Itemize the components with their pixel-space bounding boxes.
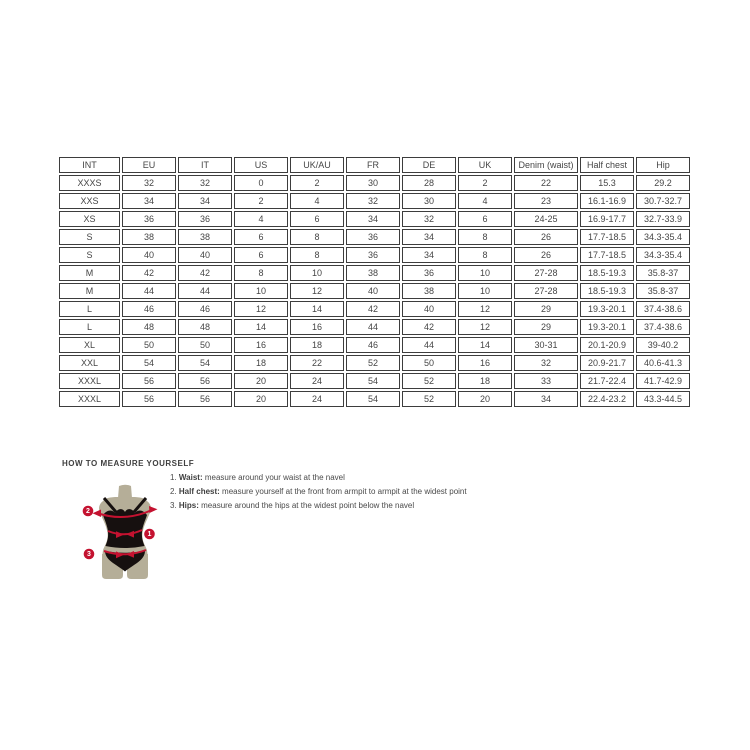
table-cell: XXXS bbox=[59, 175, 120, 191]
table-cell: 33 bbox=[514, 373, 578, 389]
table-cell: 29 bbox=[514, 319, 578, 335]
table-cell: 26 bbox=[514, 247, 578, 263]
table-cell: 15.3 bbox=[580, 175, 634, 191]
table-cell: 36 bbox=[402, 265, 456, 281]
mannequin-neck bbox=[118, 485, 132, 498]
table-cell: 32 bbox=[514, 355, 578, 371]
table-cell: 18 bbox=[458, 373, 512, 389]
table-cell: 56 bbox=[122, 391, 176, 407]
column-header: Hip bbox=[636, 157, 690, 173]
table-cell: 30-31 bbox=[514, 337, 578, 353]
table-cell: 40 bbox=[402, 301, 456, 317]
table-cell: 10 bbox=[458, 265, 512, 281]
table-cell: 20.1-20.9 bbox=[580, 337, 634, 353]
column-header: Half chest bbox=[580, 157, 634, 173]
table-cell: 39-40.2 bbox=[636, 337, 690, 353]
table-cell: 32 bbox=[122, 175, 176, 191]
table-cell: 56 bbox=[178, 391, 232, 407]
table-cell: 27-28 bbox=[514, 265, 578, 281]
table-row bbox=[59, 301, 690, 317]
table-cell: 52 bbox=[402, 373, 456, 389]
table-cell: 4 bbox=[290, 193, 344, 209]
column-header: INT bbox=[59, 157, 120, 173]
table-row bbox=[59, 337, 690, 353]
table-cell: 44 bbox=[178, 283, 232, 299]
table-cell: 24 bbox=[290, 373, 344, 389]
table-cell: L bbox=[59, 301, 120, 317]
table-cell: L bbox=[59, 319, 120, 335]
table-row bbox=[59, 265, 690, 281]
table-cell: 56 bbox=[178, 373, 232, 389]
table-cell: 54 bbox=[122, 355, 176, 371]
table-cell: 18.5-19.3 bbox=[580, 283, 634, 299]
table-cell: 12 bbox=[290, 283, 344, 299]
table-cell: 29.2 bbox=[636, 175, 690, 191]
table-cell: 32 bbox=[346, 193, 400, 209]
table-cell: S bbox=[59, 247, 120, 263]
table-cell: 22.4-23.2 bbox=[580, 391, 634, 407]
table-cell: XXS bbox=[59, 193, 120, 209]
chest-arrow-right bbox=[149, 506, 158, 513]
table-cell: 29 bbox=[514, 301, 578, 317]
table-cell: XXXL bbox=[59, 373, 120, 389]
table-cell: 6 bbox=[290, 211, 344, 227]
table-cell: 16 bbox=[234, 337, 288, 353]
table-cell: 46 bbox=[178, 301, 232, 317]
size-chart-table bbox=[57, 155, 692, 409]
table-row bbox=[59, 319, 690, 335]
table-cell: 12 bbox=[458, 319, 512, 335]
table-cell: 16.1-16.9 bbox=[580, 193, 634, 209]
table-row bbox=[59, 355, 690, 371]
table-cell: 20.9-21.7 bbox=[580, 355, 634, 371]
table-cell: 12 bbox=[458, 301, 512, 317]
table-cell: 8 bbox=[290, 229, 344, 245]
table-cell: 42 bbox=[402, 319, 456, 335]
table-cell: 14 bbox=[234, 319, 288, 335]
table-row bbox=[59, 247, 690, 263]
table-cell: 42 bbox=[122, 265, 176, 281]
table-cell: 26 bbox=[514, 229, 578, 245]
table-cell: 35.8-37 bbox=[636, 265, 690, 281]
table-cell: M bbox=[59, 265, 120, 281]
column-header: UK/AU bbox=[290, 157, 344, 173]
table-cell: 19.3-20.1 bbox=[580, 319, 634, 335]
table-cell: 38 bbox=[402, 283, 456, 299]
table-cell: 52 bbox=[402, 391, 456, 407]
table-cell: 6 bbox=[458, 211, 512, 227]
badge-2-number: 2 bbox=[86, 507, 90, 515]
table-row bbox=[59, 391, 690, 407]
table-cell: 40 bbox=[178, 247, 232, 263]
table-row bbox=[59, 229, 690, 245]
table-cell: 20 bbox=[234, 373, 288, 389]
table-cell: 44 bbox=[346, 319, 400, 335]
table-cell: 20 bbox=[234, 391, 288, 407]
table-cell: 35.8-37 bbox=[636, 283, 690, 299]
table-cell: 10 bbox=[290, 265, 344, 281]
table-cell: 54 bbox=[178, 355, 232, 371]
table-cell: 24-25 bbox=[514, 211, 578, 227]
table-cell: 16.9-17.7 bbox=[580, 211, 634, 227]
table-cell: 22 bbox=[290, 355, 344, 371]
measure-steps bbox=[170, 471, 467, 513]
table-cell: 2 bbox=[290, 175, 344, 191]
table-cell: 34 bbox=[178, 193, 232, 209]
table-cell: 34 bbox=[402, 247, 456, 263]
table-cell: 36 bbox=[346, 247, 400, 263]
table-cell: 48 bbox=[178, 319, 232, 335]
column-header: FR bbox=[346, 157, 400, 173]
table-cell: 10 bbox=[458, 283, 512, 299]
table-row bbox=[59, 211, 690, 227]
table-cell: 44 bbox=[402, 337, 456, 353]
measure-step: 1. Waist: measure around your waist at the navel bbox=[170, 473, 345, 482]
table-cell: 36 bbox=[122, 211, 176, 227]
table-cell: 37.4-38.6 bbox=[636, 301, 690, 317]
measure-step: 3. Hips: measure around the hips at the widest point below the navel bbox=[170, 501, 415, 510]
table-cell: 38 bbox=[178, 229, 232, 245]
table-cell: S bbox=[59, 229, 120, 245]
table-row bbox=[59, 193, 690, 209]
column-header: Denim (waist) bbox=[514, 157, 578, 173]
table-cell: 30 bbox=[346, 175, 400, 191]
table-cell: M bbox=[59, 283, 120, 299]
table-cell: 34 bbox=[514, 391, 578, 407]
table-cell: 30.7-32.7 bbox=[636, 193, 690, 209]
table-cell: 18 bbox=[234, 355, 288, 371]
column-header: EU bbox=[122, 157, 176, 173]
table-cell: 34.3-35.4 bbox=[636, 247, 690, 263]
table-cell: XXL bbox=[59, 355, 120, 371]
table-cell: 17.7-18.5 bbox=[580, 247, 634, 263]
table-row bbox=[59, 283, 690, 299]
table-cell: 12 bbox=[234, 301, 288, 317]
column-header: UK bbox=[458, 157, 512, 173]
table-cell: 36 bbox=[178, 211, 232, 227]
table-cell: 20 bbox=[458, 391, 512, 407]
table-cell: 24 bbox=[290, 391, 344, 407]
table-cell: 41.7-42.9 bbox=[636, 373, 690, 389]
table-cell: 38 bbox=[122, 229, 176, 245]
table-cell: 46 bbox=[346, 337, 400, 353]
size-chart-body bbox=[59, 175, 690, 407]
table-cell: 38 bbox=[346, 265, 400, 281]
table-cell: 14 bbox=[290, 301, 344, 317]
table-cell: 21.7-22.4 bbox=[580, 373, 634, 389]
table-cell: 32.7-33.9 bbox=[636, 211, 690, 227]
table-cell: 16 bbox=[458, 355, 512, 371]
table-cell: XL bbox=[59, 337, 120, 353]
badge-1-number: 1 bbox=[147, 530, 152, 538]
table-row bbox=[59, 175, 690, 191]
size-chart-header-row bbox=[59, 157, 690, 173]
table-cell: 2 bbox=[458, 175, 512, 191]
table-cell: 0 bbox=[234, 175, 288, 191]
table-cell: 34 bbox=[122, 193, 176, 209]
table-cell: 37.4-38.6 bbox=[636, 319, 690, 335]
column-header: DE bbox=[402, 157, 456, 173]
table-cell: 34 bbox=[346, 211, 400, 227]
table-cell: 44 bbox=[122, 283, 176, 299]
table-cell: 6 bbox=[234, 229, 288, 245]
table-cell: 32 bbox=[402, 211, 456, 227]
table-cell: XS bbox=[59, 211, 120, 227]
table-cell: 22 bbox=[514, 175, 578, 191]
table-cell: 6 bbox=[234, 247, 288, 263]
table-cell: 36 bbox=[346, 229, 400, 245]
table-cell: 54 bbox=[346, 373, 400, 389]
table-cell: 40 bbox=[122, 247, 176, 263]
table-cell: 43.3-44.5 bbox=[636, 391, 690, 407]
table-cell: 2 bbox=[234, 193, 288, 209]
column-header: IT bbox=[178, 157, 232, 173]
table-cell: 19.3-20.1 bbox=[580, 301, 634, 317]
table-cell: 16 bbox=[290, 319, 344, 335]
table-cell: 18 bbox=[290, 337, 344, 353]
table-cell: 28 bbox=[402, 175, 456, 191]
table-cell: 27-28 bbox=[514, 283, 578, 299]
table-cell: 40.6-41.3 bbox=[636, 355, 690, 371]
table-cell: 40 bbox=[346, 283, 400, 299]
column-header: US bbox=[234, 157, 288, 173]
measure-heading: HOW TO MEASURE YOURSELF bbox=[62, 459, 195, 468]
chest-arrow-left bbox=[93, 510, 102, 518]
badge-3-number: 3 bbox=[87, 550, 91, 558]
mannequin-figure bbox=[99, 485, 151, 579]
table-cell: 34.3-35.4 bbox=[636, 229, 690, 245]
table-cell: 10 bbox=[234, 283, 288, 299]
table-cell: XXXL bbox=[59, 391, 120, 407]
table-cell: 50 bbox=[178, 337, 232, 353]
table-cell: 23 bbox=[514, 193, 578, 209]
table-cell: 17.7-18.5 bbox=[580, 229, 634, 245]
table-cell: 52 bbox=[346, 355, 400, 371]
table-cell: 50 bbox=[122, 337, 176, 353]
table-cell: 14 bbox=[458, 337, 512, 353]
table-cell: 42 bbox=[178, 265, 232, 281]
table-cell: 4 bbox=[234, 211, 288, 227]
table-cell: 8 bbox=[234, 265, 288, 281]
measure-step: 2. Half chest: measure yourself at the front from armpit to armpit at the widest point bbox=[170, 487, 467, 496]
table-cell: 56 bbox=[122, 373, 176, 389]
table-cell: 34 bbox=[402, 229, 456, 245]
table-cell: 50 bbox=[402, 355, 456, 371]
table-cell: 4 bbox=[458, 193, 512, 209]
table-cell: 8 bbox=[290, 247, 344, 263]
table-cell: 8 bbox=[458, 247, 512, 263]
table-cell: 32 bbox=[178, 175, 232, 191]
table-cell: 30 bbox=[402, 193, 456, 209]
table-cell: 46 bbox=[122, 301, 176, 317]
table-cell: 42 bbox=[346, 301, 400, 317]
table-cell: 54 bbox=[346, 391, 400, 407]
table-cell: 18.5-19.3 bbox=[580, 265, 634, 281]
table-row bbox=[59, 373, 690, 389]
table-cell: 48 bbox=[122, 319, 176, 335]
table-cell: 8 bbox=[458, 229, 512, 245]
